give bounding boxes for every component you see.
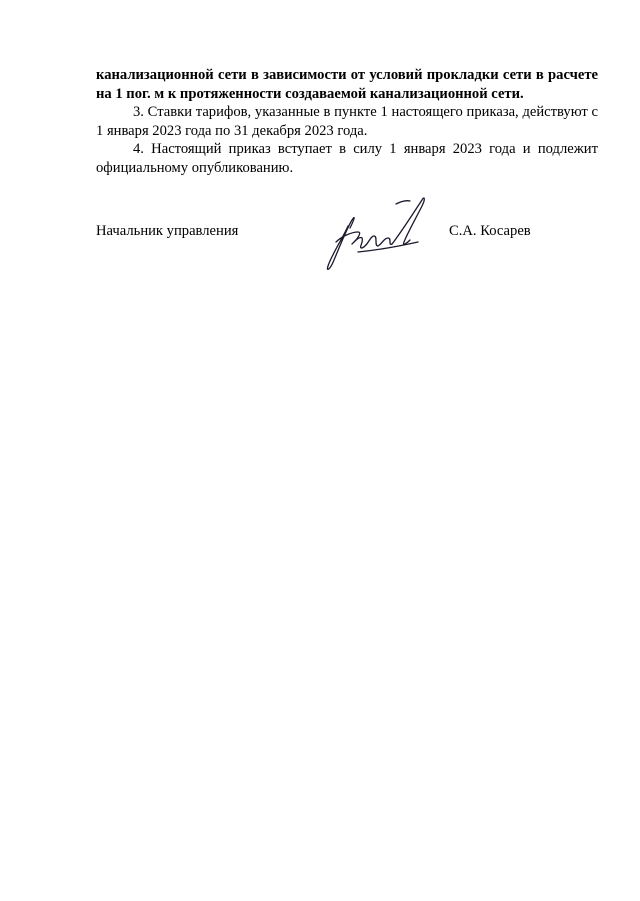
- signature-block: [96, 218, 598, 278]
- paragraph-item-4: 4. Настоящий приказ вступает в силу 1 января 2023 года и подлежит официальному опубликованию.: [96, 141, 598, 176]
- paragraph-item-3: 3. Ставки тарифов, указанные в пункте 1 настоящего приказа, действуют с 1 января 2023 года по 31 декабря 2023 года.: [96, 104, 598, 139]
- paragraph-continuation: канализационной сети в зависимости от условий прокладки сети в расчете на 1 пог. м к протяженности создаваемой канализационной сети.: [96, 67, 598, 102]
- handwritten-signature-icon: [318, 186, 448, 276]
- document-body: [96, 66, 598, 178]
- signer-position: Начальник управления: [96, 223, 239, 239]
- signer-name: С.А. Косарев: [449, 223, 531, 239]
